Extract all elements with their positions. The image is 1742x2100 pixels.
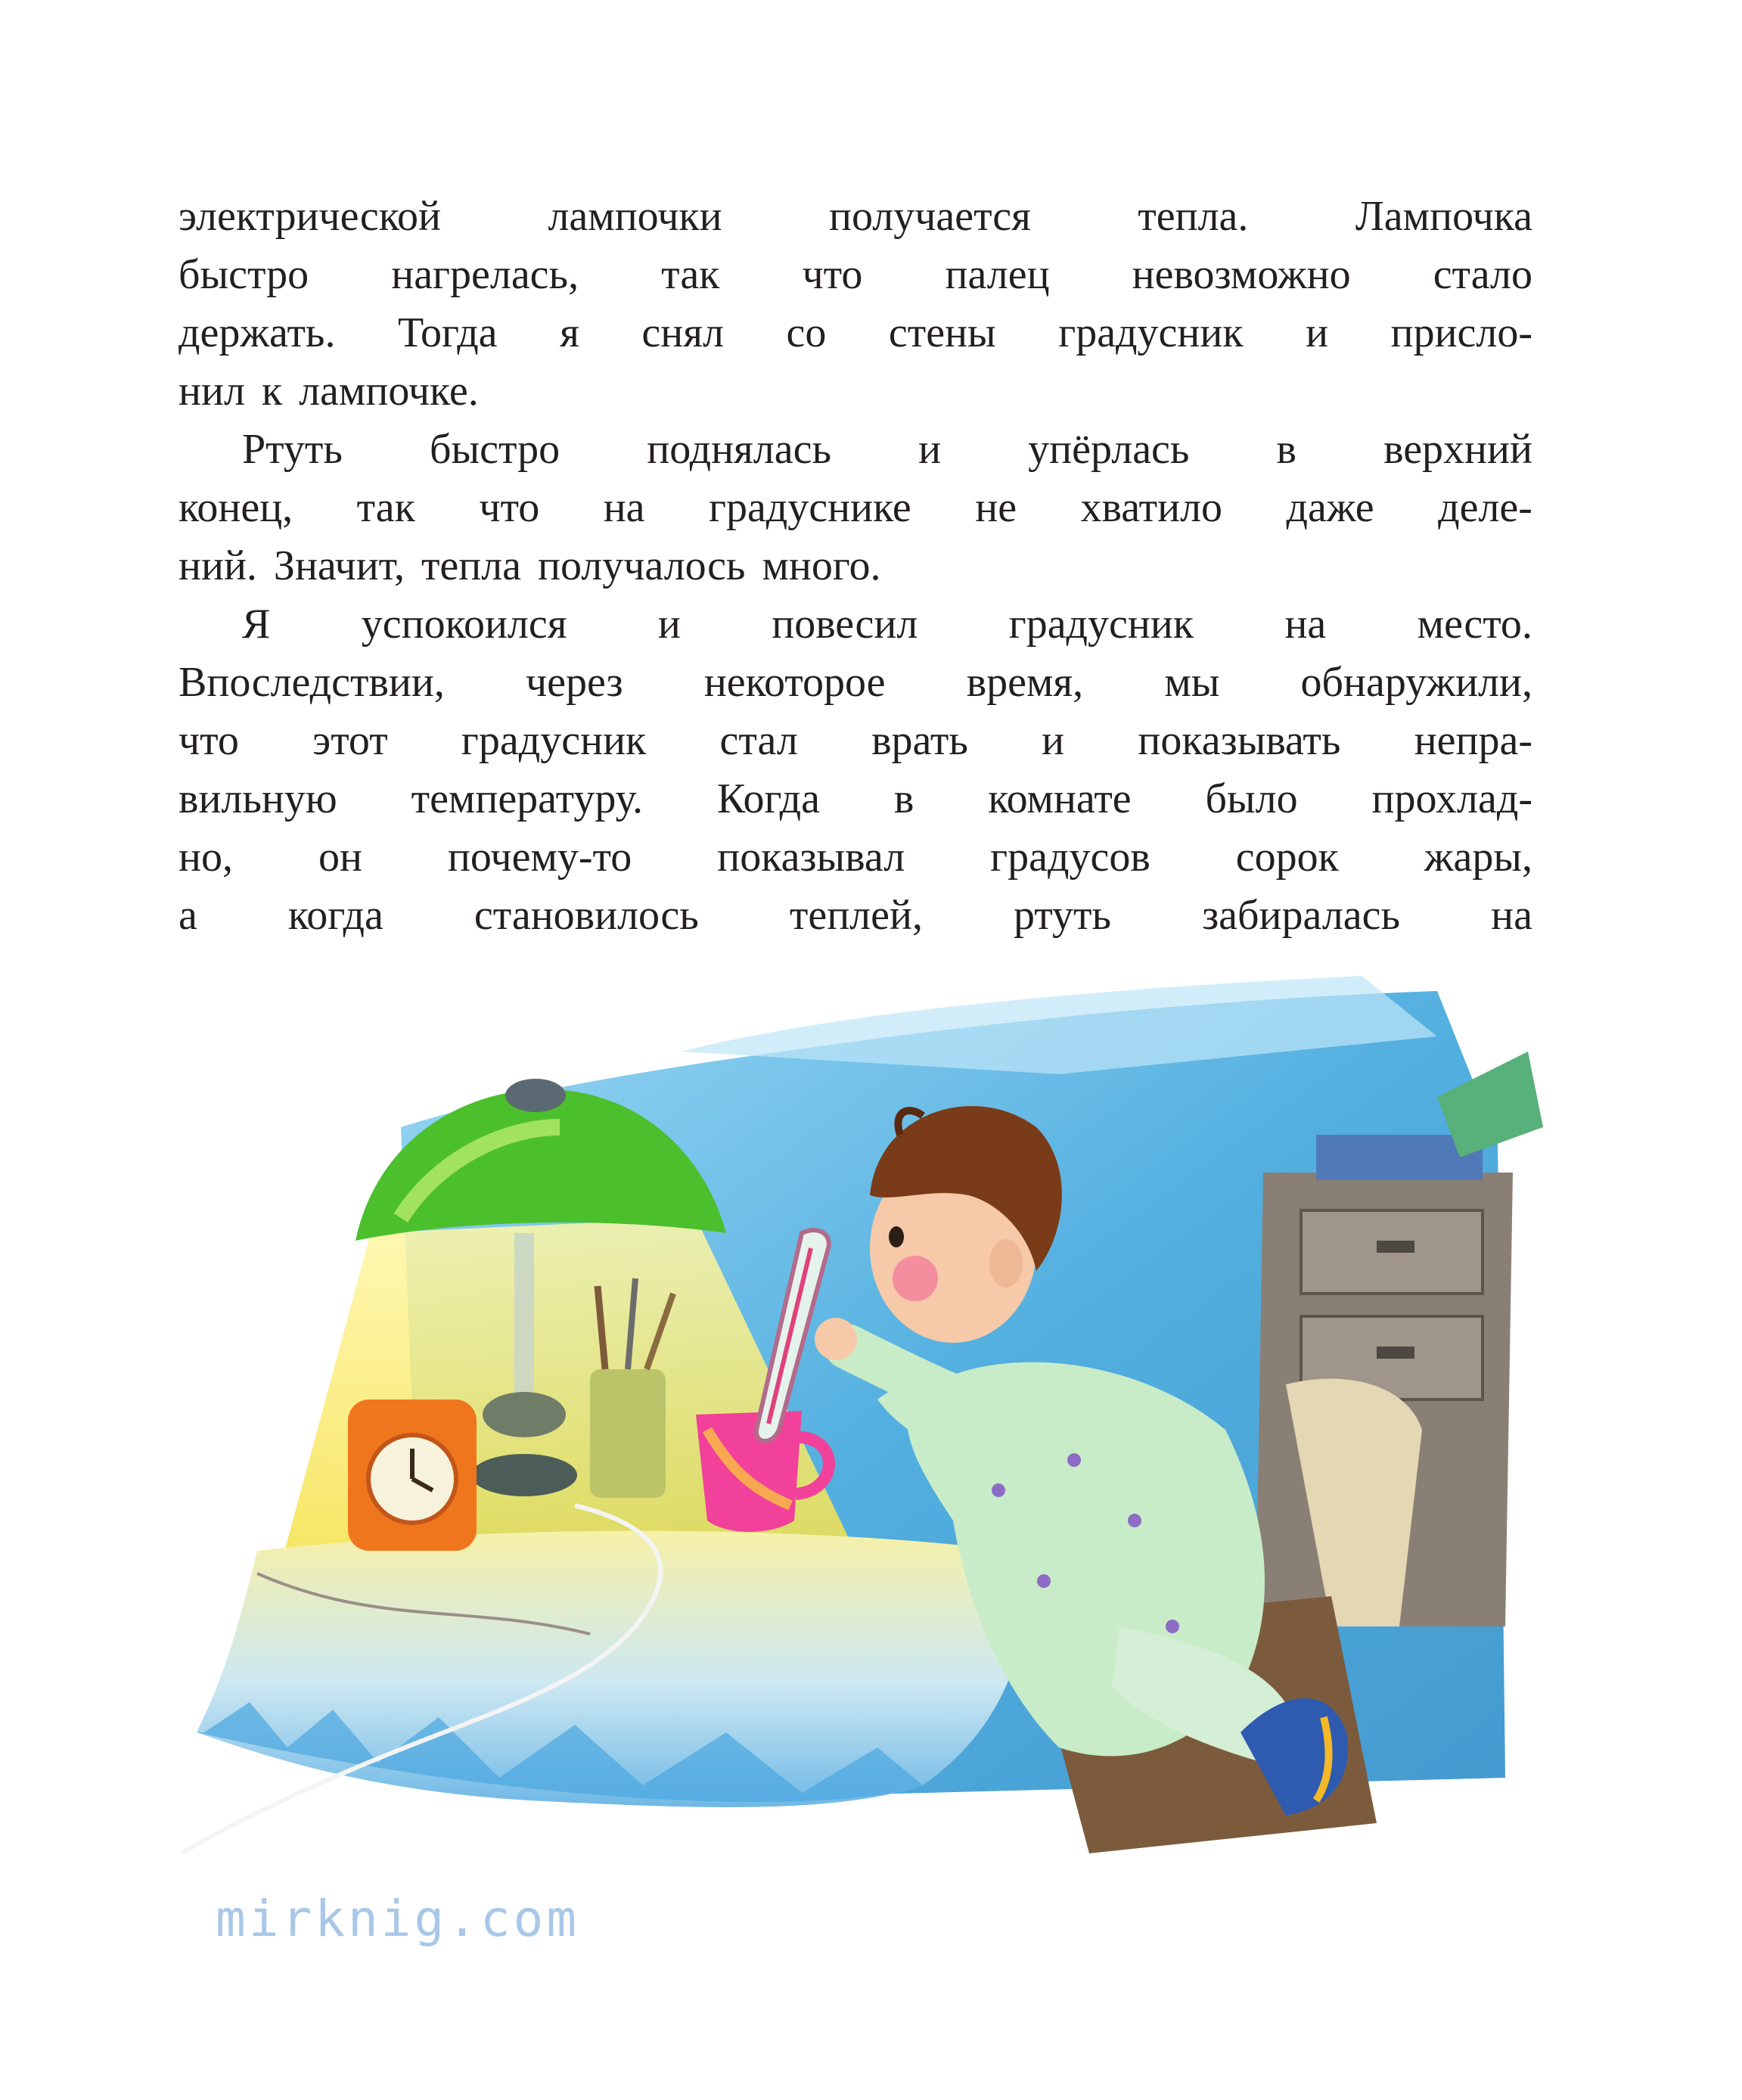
text-line (179, 304, 1532, 362)
word: что (802, 251, 863, 298)
text-line (179, 595, 1532, 654)
text-line (179, 828, 1532, 887)
word: а (179, 892, 197, 939)
word: теплей, (789, 892, 923, 939)
word: жары, (1424, 834, 1532, 881)
word: лампочки (548, 193, 722, 240)
word: так (661, 251, 720, 298)
word: стены (888, 309, 996, 356)
word: градусов (990, 834, 1150, 881)
word: почему-то (447, 834, 632, 881)
word: получалось (538, 542, 746, 589)
word: на (1284, 601, 1327, 648)
word: забиралась (1202, 892, 1401, 939)
watermark-text: mirknig.com (216, 1890, 580, 1948)
word: когда (287, 892, 383, 939)
word: к (261, 368, 283, 415)
word: лампочке. (299, 368, 479, 415)
text-line (179, 770, 1532, 828)
word: поднялась (647, 426, 831, 473)
word: врать (871, 717, 968, 764)
word: место. (1417, 601, 1532, 648)
word: комнате (988, 775, 1132, 822)
word: стал (719, 717, 798, 764)
word: так (356, 484, 415, 531)
word: успокоился (361, 601, 567, 648)
word: некоторое (703, 659, 886, 706)
word: становилось (474, 892, 699, 939)
word: и (1306, 309, 1329, 356)
word: быстро (429, 426, 560, 473)
word: конец, (179, 484, 293, 531)
word: Тогда (398, 309, 498, 356)
word: в (1276, 426, 1296, 473)
word: быстро (179, 251, 309, 298)
word: обнаружили, (1300, 659, 1532, 706)
word: Я (242, 601, 271, 648)
word: и (657, 601, 681, 648)
word: нагрелась, (391, 251, 579, 298)
text-line (179, 654, 1532, 712)
word: градусник (461, 717, 647, 764)
word: температуру. (411, 775, 643, 822)
word: непра- (1414, 717, 1532, 764)
text-line (179, 537, 1532, 595)
text-line (179, 188, 1532, 246)
word: этот (312, 717, 388, 764)
text-line (179, 479, 1532, 537)
word: Впоследствии, (179, 659, 445, 706)
word: градусник (1058, 309, 1244, 356)
text-line (179, 712, 1532, 770)
boy-with-thermometer-at-lamp-illustration (151, 946, 1573, 1884)
word: повесил (772, 601, 918, 648)
body-text (179, 188, 1532, 945)
word: Значит, (273, 542, 405, 589)
text-line (179, 887, 1532, 945)
word: ртуть (1014, 892, 1112, 939)
word: деле- (1438, 484, 1532, 531)
word: Ртуть (242, 426, 343, 473)
text-line (179, 246, 1532, 304)
word: прохлад- (1371, 775, 1532, 822)
word: градусник (1008, 601, 1194, 648)
word: и (918, 426, 942, 473)
word: я (560, 309, 579, 356)
word: сорок (1235, 834, 1339, 881)
word: было (1205, 775, 1298, 822)
text-line (179, 421, 1532, 479)
word: получается (829, 193, 1031, 240)
word: Лампочка (1355, 193, 1532, 240)
word: Когда (716, 775, 820, 822)
word: нил (179, 368, 245, 415)
word: не (975, 484, 1017, 531)
word: присло- (1390, 309, 1532, 356)
word: невозможно (1132, 251, 1351, 298)
word: в (893, 775, 914, 822)
word: показывал (717, 834, 905, 881)
word: на (603, 484, 645, 531)
word: тепла (421, 542, 522, 589)
word: со (786, 309, 827, 356)
word: даже (1286, 484, 1374, 531)
word: через (525, 659, 623, 706)
word: палец (945, 251, 1050, 298)
word: что (479, 484, 540, 531)
word: верхний (1383, 426, 1532, 473)
word: ний. (179, 542, 257, 589)
word: он (318, 834, 362, 881)
word: упёрлась (1028, 426, 1190, 473)
word: электрической (179, 193, 442, 240)
word: хватило (1080, 484, 1223, 531)
word: снял (641, 309, 724, 356)
alarm-clock (348, 1399, 477, 1551)
word: но, (179, 834, 233, 881)
word: на (1491, 892, 1532, 939)
word: держать. (179, 309, 336, 356)
word: много. (762, 542, 881, 589)
word: тепла. (1138, 193, 1249, 240)
word: вильную (179, 775, 337, 822)
word: стало (1433, 251, 1532, 298)
word: и (1042, 717, 1065, 764)
table (197, 1531, 1021, 1807)
text-line (179, 362, 1532, 421)
word: время, (966, 659, 1084, 706)
word: что (179, 717, 239, 764)
word: градуснике (708, 484, 911, 531)
word: показывать (1138, 717, 1341, 764)
word: мы (1164, 659, 1220, 706)
